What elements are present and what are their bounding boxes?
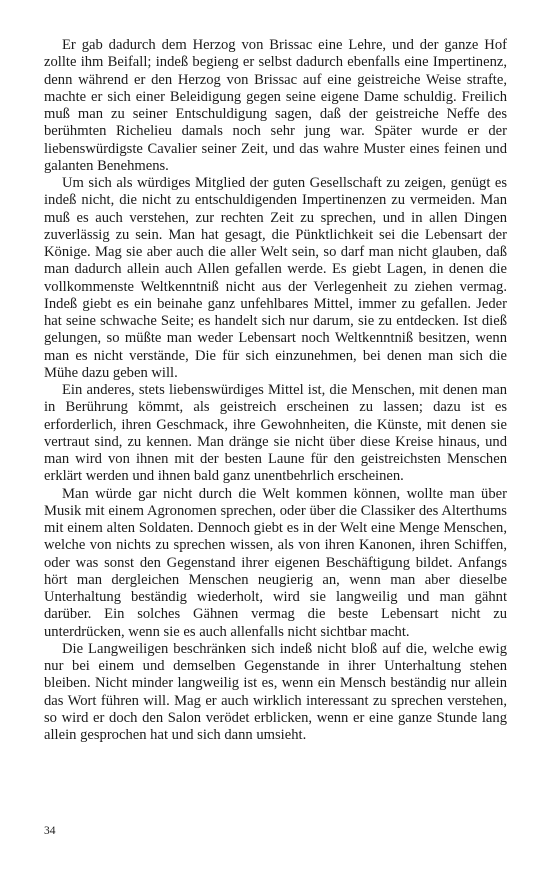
paragraph-2: Um sich als würdiges Mitglied der guten Gesellschaft zu zeigen, genügt es indeß nicht, die nicht zu entschuldigenden Impertinenzen zu vermeiden. Man muß es auch verstehen, zur rechten Zeit zu sprechen, und in allen Dingen zuverlässig zu sein. Man hat gesagt, die Pünktlichkeit sei die Lebensart der Könige. Mag sie aber auch die aller Welt sein, so darf man nicht glauben, daß man dadurch allein auch Allen gefallen werde. Es giebt Lagen, in denen die vollkommenste Weltkenntniß nicht aus der Verlegenheit zu ziehen vermag. Indeß giebt es ein beinahe ganz unfehlbares Mittel, immer zu gefallen. Jeder hat seine schwache Seite; es handelt sich nur darum, sie zu entdecken. Ist dieß gelungen, so müßte man weder Lebensart noch Weltkenntniß besitzen, wenn man es nicht verstände, Die für sich einzunehmen, bei denen man sich die Mühe dazu geben will. <box>44 175 507 381</box>
page-number: 34 <box>44 825 56 837</box>
paragraph-5: Die Langweiligen beschränken sich indeß nicht bloß auf die, welche ewig nur bei einem und demselben Gegenstande in ihrer Unterhaltung stehen bleiben. Nicht minder langweilig ist es, wenn ein Mensch beständig nur allein das Wort führen will. Mag er auch wirklich interessant zu sprechen verstehen, so wird er doch den Salon verödet erblicken, wenn er eine ganze Stunde lang allein gesprochen hat und sich dann umsieht. <box>44 640 507 743</box>
paragraph-4: Man würde gar nicht durch die Welt kommen können, wollte man über Musik mit einem Agronomen sprechen, oder über die Classiker des Alterthums mit einem alten Soldaten. Dennoch giebt es in der Welt eine Menge Menschen, welche von nichts zu sprechen wissen, als von ihren Kanonen, ihren Schiffen, oder was sonst den Gegenstand ihrer eigenen Beschäftigung bildet. Anfangs hört man dergleichen Menschen neugierig an, wenn man aber dieselbe Unterhaltung beständig wiederholt, wird sie langweilig und man gähnt darüber. Ein solches Gähnen vermag die beste Lebensart nicht zu unterdrücken, wenn sie es auch allenfalls nicht sichtbar macht. <box>44 485 507 640</box>
paragraph-3: Ein anderes, stets liebenswürdiges Mittel ist, die Menschen, mit denen man in Berührung kömmt, als geistreich erscheinen zu lassen; dazu ist es erforderlich, ihren Geschmack, ihre Gewohnheiten, die Künste, mit denen sie vertraut sind, zu kennen. Man dränge sie nicht über diese Kreise hinaus, und man wird von ihnen mit der besten Laune für den geistreichsten Menschen erklärt werden und ihnen bald ganz unentbehrlich erscheinen. <box>44 382 507 485</box>
paragraph-1: Er gab dadurch dem Herzog von Brissac eine Lehre, und der ganze Hof zollte ihm Beifall; indeß begieng er selbst dadurch ebenfalls eine Impertinenz, denn während er den Herzog von Brissac auf eine geistreiche Weise strafte, machte er sich einer Beleidigung gegen seine eigene Dame schuldig. Freilich muß man zu seiner Entschuldigung sagen, daß der geistreiche Neffe des berühmten Richelieu damals noch sehr jung war. Später wurde er der liebenswürdigste Cavalier seiner Zeit, und das wahre Muster eines feinen und galanten Benehmens. <box>44 37 507 174</box>
page-body <box>44 37 507 744</box>
